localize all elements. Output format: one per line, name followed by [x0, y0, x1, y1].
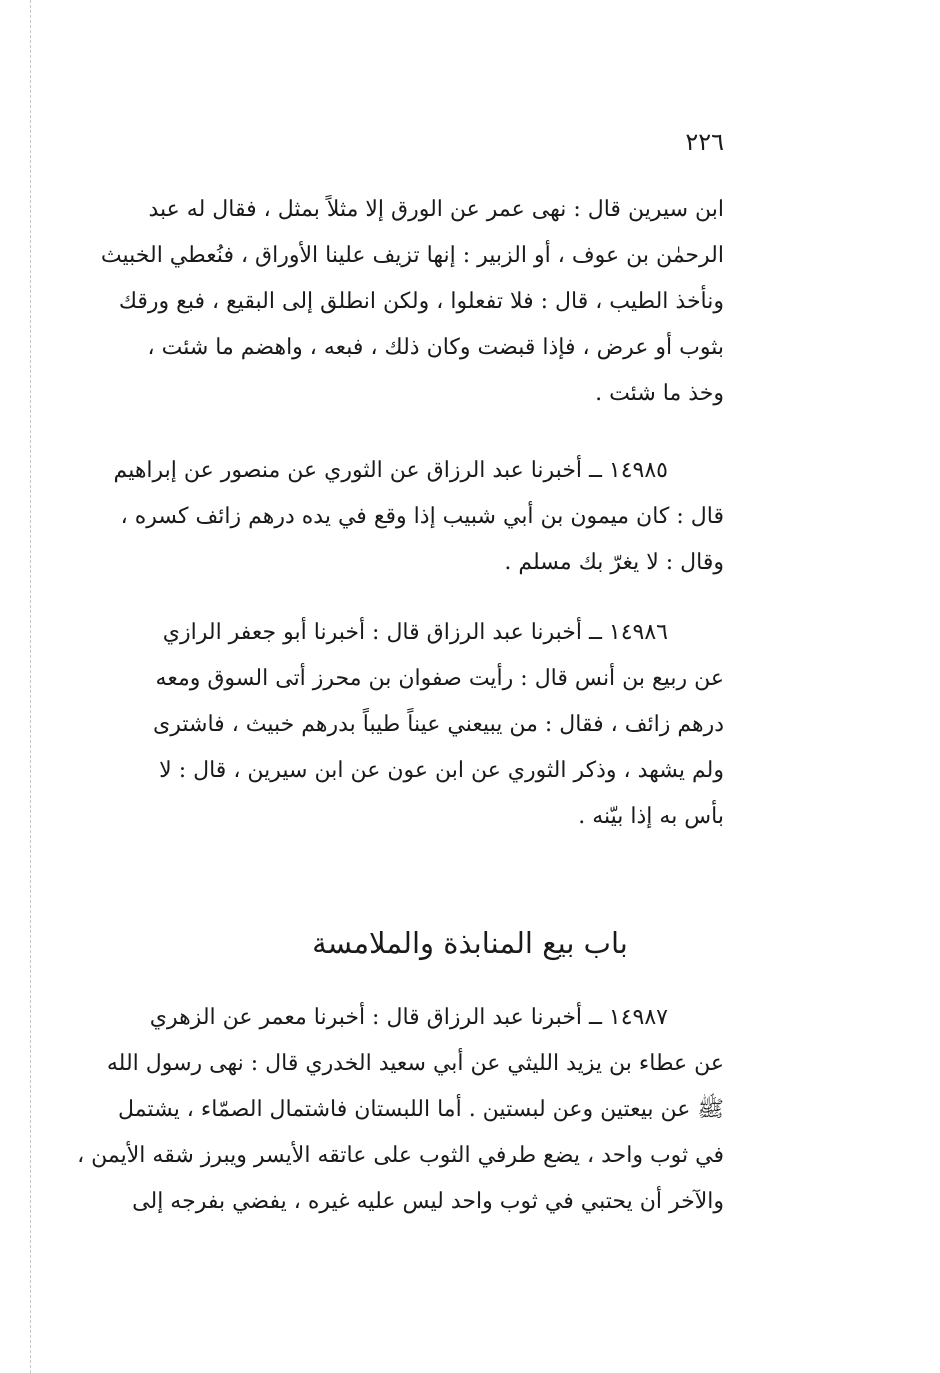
paragraph-1	[100, 187, 724, 417]
text-line: ونأخذ الطيب ، قال : فلا تفعلوا ، ولكن انطلق إلى البقيع ، فبع ورقك	[118, 289, 724, 314]
text-line: درهم زائف ، فقال : من يبيعني عيناً طيباً بدرهم خبيث ، فاشترى	[153, 712, 724, 737]
hadith-14987	[77, 995, 724, 1225]
page-margin-rule	[30, 0, 31, 1373]
hadith-14985	[113, 448, 724, 586]
page-number: ٢٢٦	[685, 128, 724, 156]
text-line: عن عطاء بن يزيد الليثي عن أبي سعيد الخدري قال : نهى رسول الله	[106, 1051, 724, 1076]
text-line: ﷺ عن بيعتين وعن لبستين . أما اللبستان فاشتمال الصمّاء ، يشتمل	[118, 1097, 724, 1122]
hadith-14986	[153, 610, 724, 840]
text-line: وخذ ما شئت .	[595, 381, 724, 406]
text-line: قال : كان ميمون بن أبي شبيب إذا وقع في يده درهم زائف كسره ،	[120, 504, 724, 529]
text-line: ولم يشهد ، وذكر الثوري عن ابن عون عن ابن سيرين ، قال : لا	[159, 758, 724, 783]
text-line: في ثوب واحد ، يضع طرفي الثوب على عاتقه الأيسر ويبرز شقه الأيمن ،	[77, 1143, 724, 1168]
text-line: بأس به إذا بيّنه .	[578, 804, 724, 829]
text-line: ١٤٩٨٦ ــ أخبرنا عبد الرزاق قال : أخبرنا أبو جعفر الرازي	[162, 620, 668, 645]
text-line: والآخر أن يحتبي في ثوب واحد ليس عليه غيره ، يفضي بفرجه إلى	[132, 1189, 724, 1214]
text-line: وقال : لا يغرّ بك مسلم .	[504, 550, 724, 575]
text-line: ١٤٩٨٥ ــ أخبرنا عبد الرزاق عن الثوري عن منصور عن إبراهيم	[113, 458, 668, 483]
text-line: الرحمٰن بن عوف ، أو الزبير : إنها تزيف علينا الأوراق ، فنُعطي الخبيث	[100, 243, 724, 268]
text-line: ١٤٩٨٧ ــ أخبرنا عبد الرزاق قال : أخبرنا معمر عن الزهري	[149, 1005, 668, 1030]
text-line: عن ربيع بن أنس قال : رأيت صفوان بن محرز أتى السوق ومعه	[155, 666, 724, 691]
text-line: بثوب أو عرض ، فإذا قبضت وكان ذلك ، فبعه ، واهضم ما شئت ،	[147, 335, 724, 360]
text-line: ابن سيرين قال : نهى عمر عن الورق إلا مثلاً بمثل ، فقال له عبد	[148, 197, 724, 222]
section-title: باب بيع المنابذة والملامسة	[312, 926, 628, 960]
